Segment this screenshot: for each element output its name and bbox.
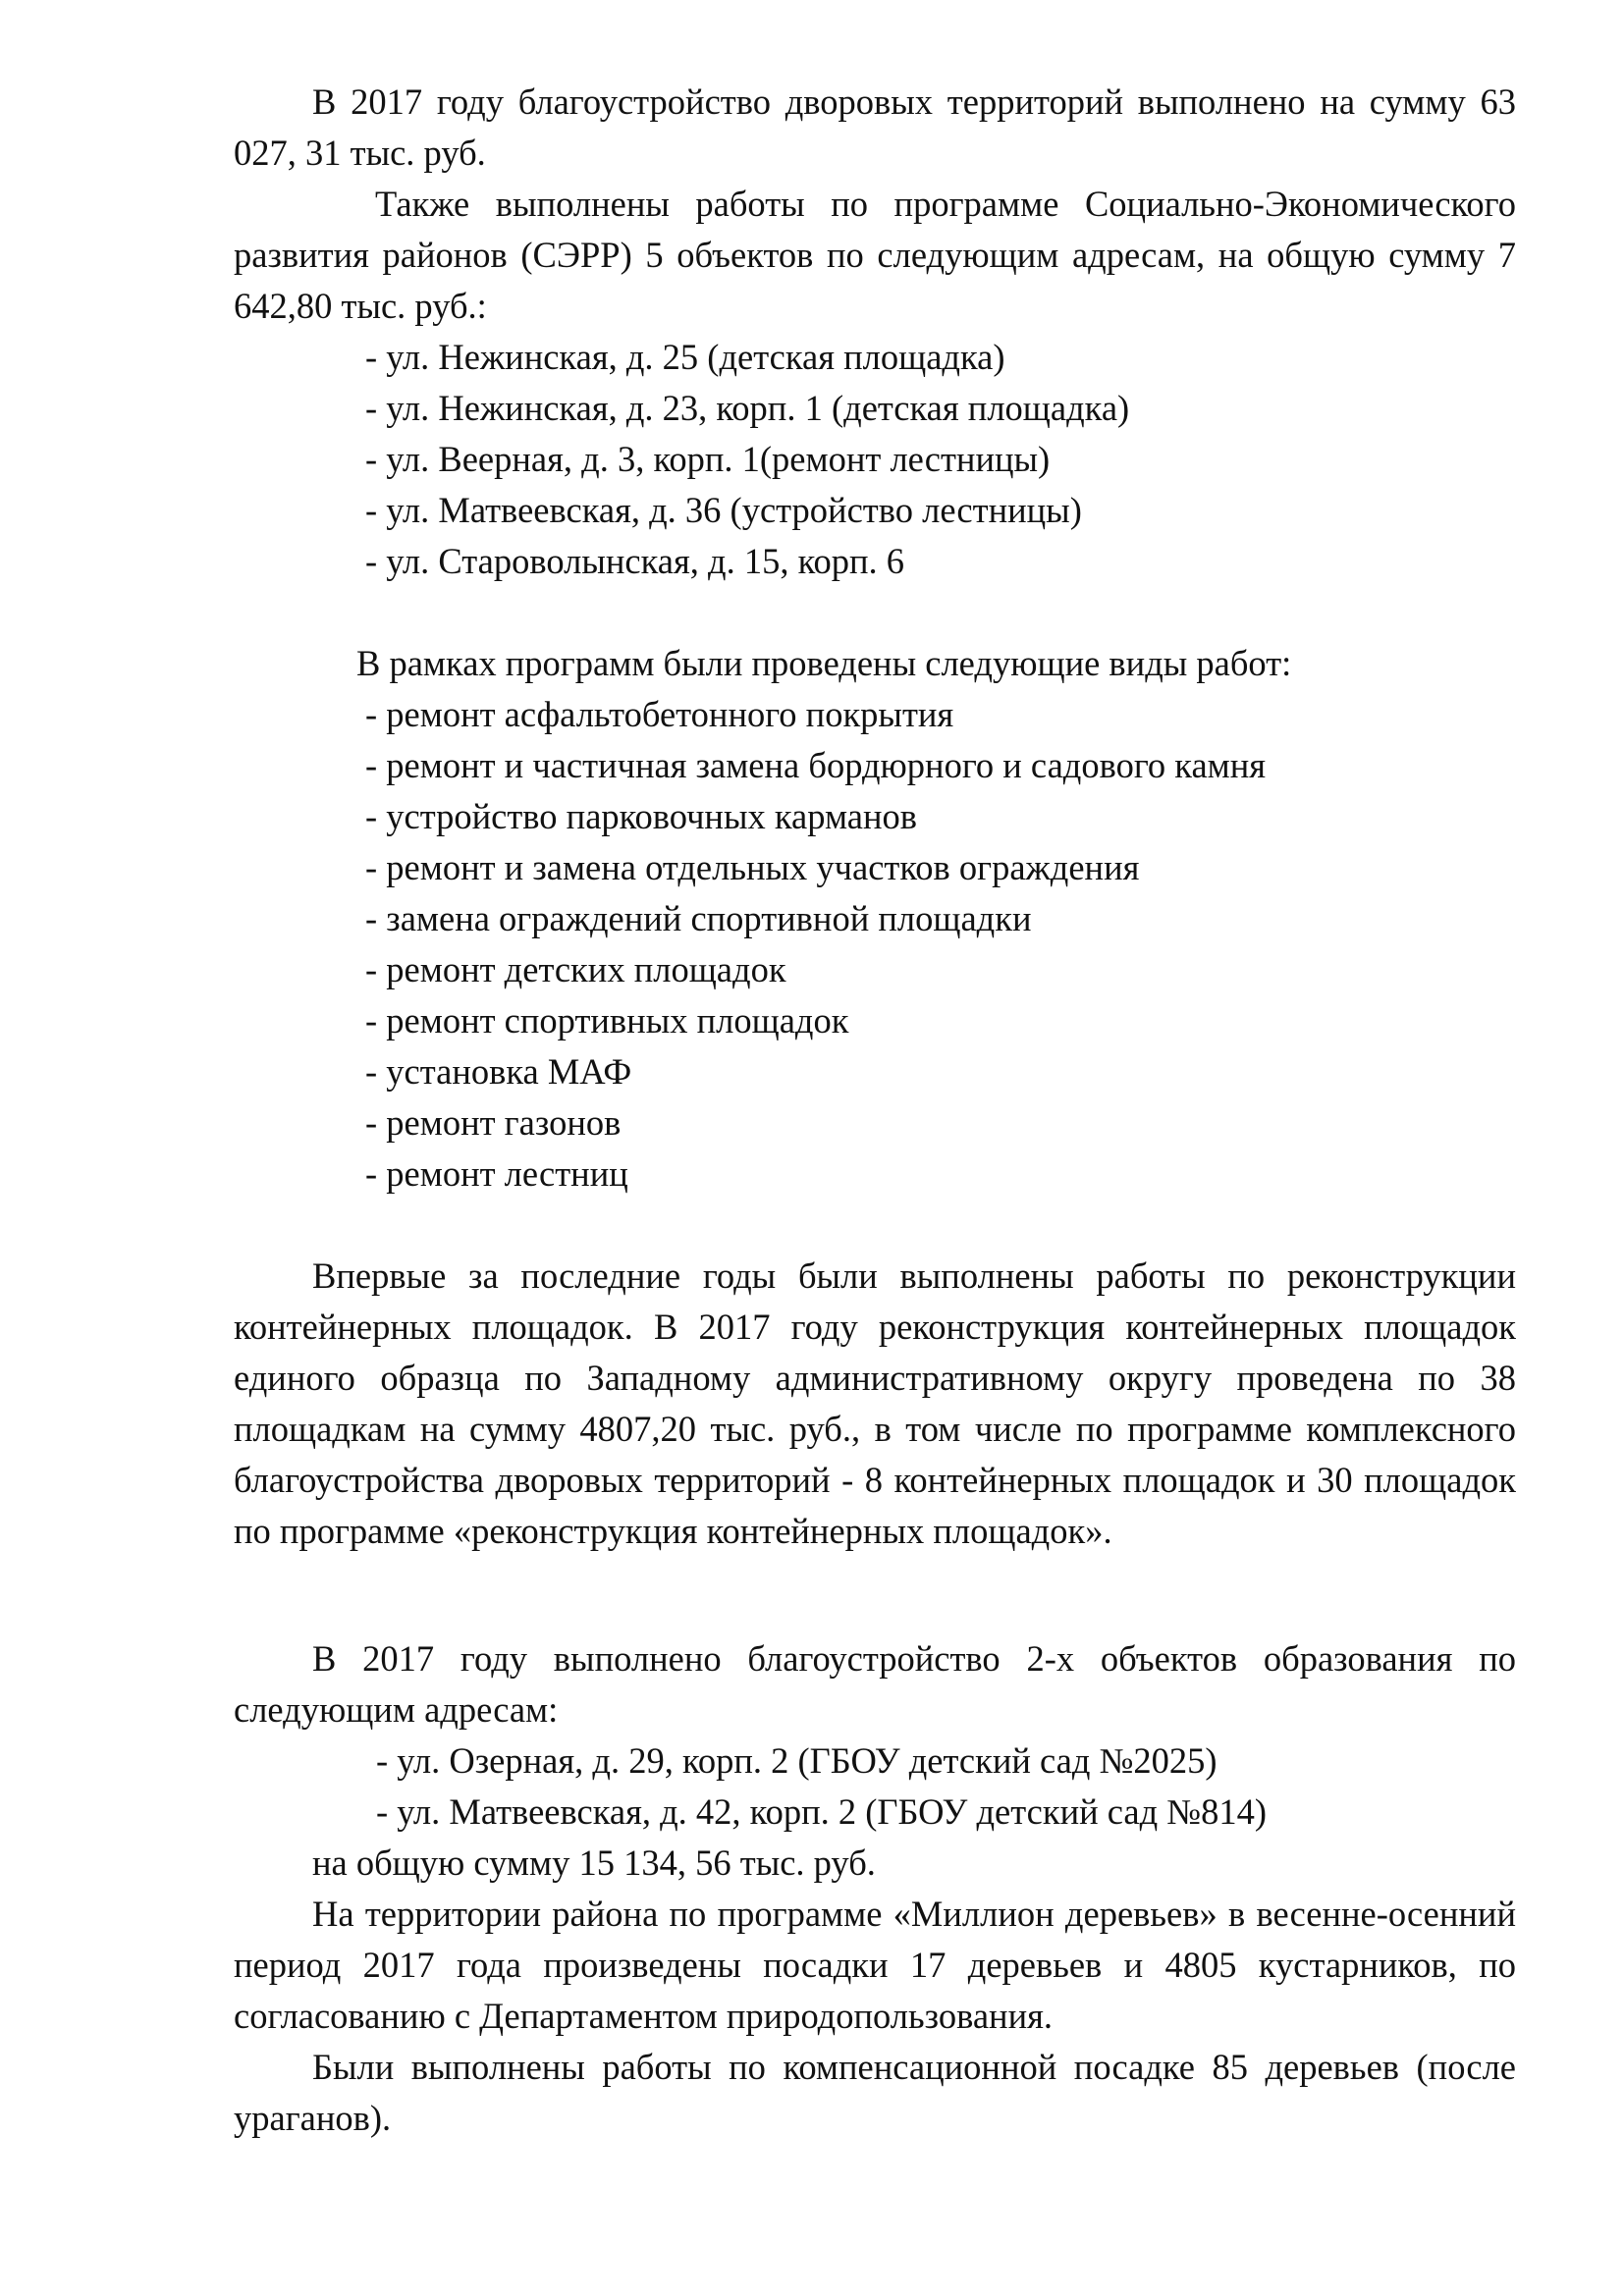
list-item: - ремонт спортивных площадок xyxy=(365,1000,849,1041)
education-total: на общую сумму 15 134, 56 тыс. руб. xyxy=(312,1842,876,1883)
paragraph-compensation-planting: Были выполнены работы по компенсационной посадке 85 деревьев (после ураганов). xyxy=(234,2047,1516,2138)
works-list xyxy=(234,689,1516,1200)
list-item: - установка МАФ xyxy=(365,1051,632,1092)
list-item: - ремонт асфальтобетонного покрытия xyxy=(365,694,954,734)
education-address-list xyxy=(234,1735,1516,1838)
paragraph-yard-improvement: В 2017 году благоустройство дворовых территорий выполнено на сумму 63 027, 31 тыс. руб. xyxy=(234,81,1516,173)
spacer xyxy=(234,587,1516,638)
list-item: - ремонт лестниц xyxy=(365,1153,628,1194)
list-item: - ул. Нежинская, д. 25 (детская площадка) xyxy=(365,337,1005,377)
list-item: - ремонт и замена отдельных участков ограждения xyxy=(365,847,1140,887)
document-page xyxy=(234,77,1516,2144)
list-item: - устройство парковочных карманов xyxy=(365,796,918,836)
list-item: - ул. Озерная, д. 29, корп. 2 (ГБОУ детский сад №2025) xyxy=(376,1740,1217,1781)
list-item: - замена ограждений спортивной площадки xyxy=(365,898,1032,938)
paragraph-container-sites: Впервые за последние годы были выполнены работы по реконструкции контейнерных площадок. В 2017 году реконструкция контейнерных площадок единого образца по Западному административному округу проведена по 38 площадкам на сумму 4807,20 тыс. руб., в том числе по программе комплексного благоустройства дворовых территорий - 8 контейнерных площадок и 30 площадок по программе «реконструкция контейнерных площадок». xyxy=(234,1255,1516,1551)
serr-address-list xyxy=(234,332,1516,587)
list-item: - ул. Нежинская, д. 23, корп. 1 (детская площадка) xyxy=(365,388,1130,428)
paragraph-million-trees: На территории района по программе «Миллион деревьев» в весенне-осенний период 2017 года произведены посадки 17 деревьев и 4805 кустарников, по согласованию с Департаментом природопользования. xyxy=(234,1894,1516,2036)
list-item: - ремонт газонов xyxy=(365,1102,622,1143)
paragraph-serr-program: Также выполнены работы по программе Социально-Экономического развития районов (СЭРР) 5 объектов по следующим адресам, на общую сумму 7 642,80 тыс. руб.: xyxy=(234,184,1516,326)
list-item: - ул. Матвеевская, д. 36 (устройство лестницы) xyxy=(365,490,1082,530)
list-item: - ремонт детских площадок xyxy=(365,949,786,989)
list-item: - ул. Матвеевская, д. 42, корп. 2 (ГБОУ детский сад №814) xyxy=(376,1791,1268,1832)
list-item: - ремонт и частичная замена бордюрного и садового камня xyxy=(365,745,1267,785)
works-heading: В рамках программ были проведены следующие виды работ: xyxy=(356,643,1292,683)
paragraph-education-objects: В 2017 году выполнено благоустройство 2-х объектов образования по следующим адресам: xyxy=(234,1638,1516,1730)
spacer xyxy=(234,1608,1516,1633)
spacer xyxy=(234,1200,1516,1251)
list-item: - ул. Староволынская, д. 15, корп. 6 xyxy=(365,541,904,581)
list-item: - ул. Веерная, д. 3, корп. 1(ремонт лестницы) xyxy=(365,439,1051,479)
spacer xyxy=(234,1557,1516,1608)
